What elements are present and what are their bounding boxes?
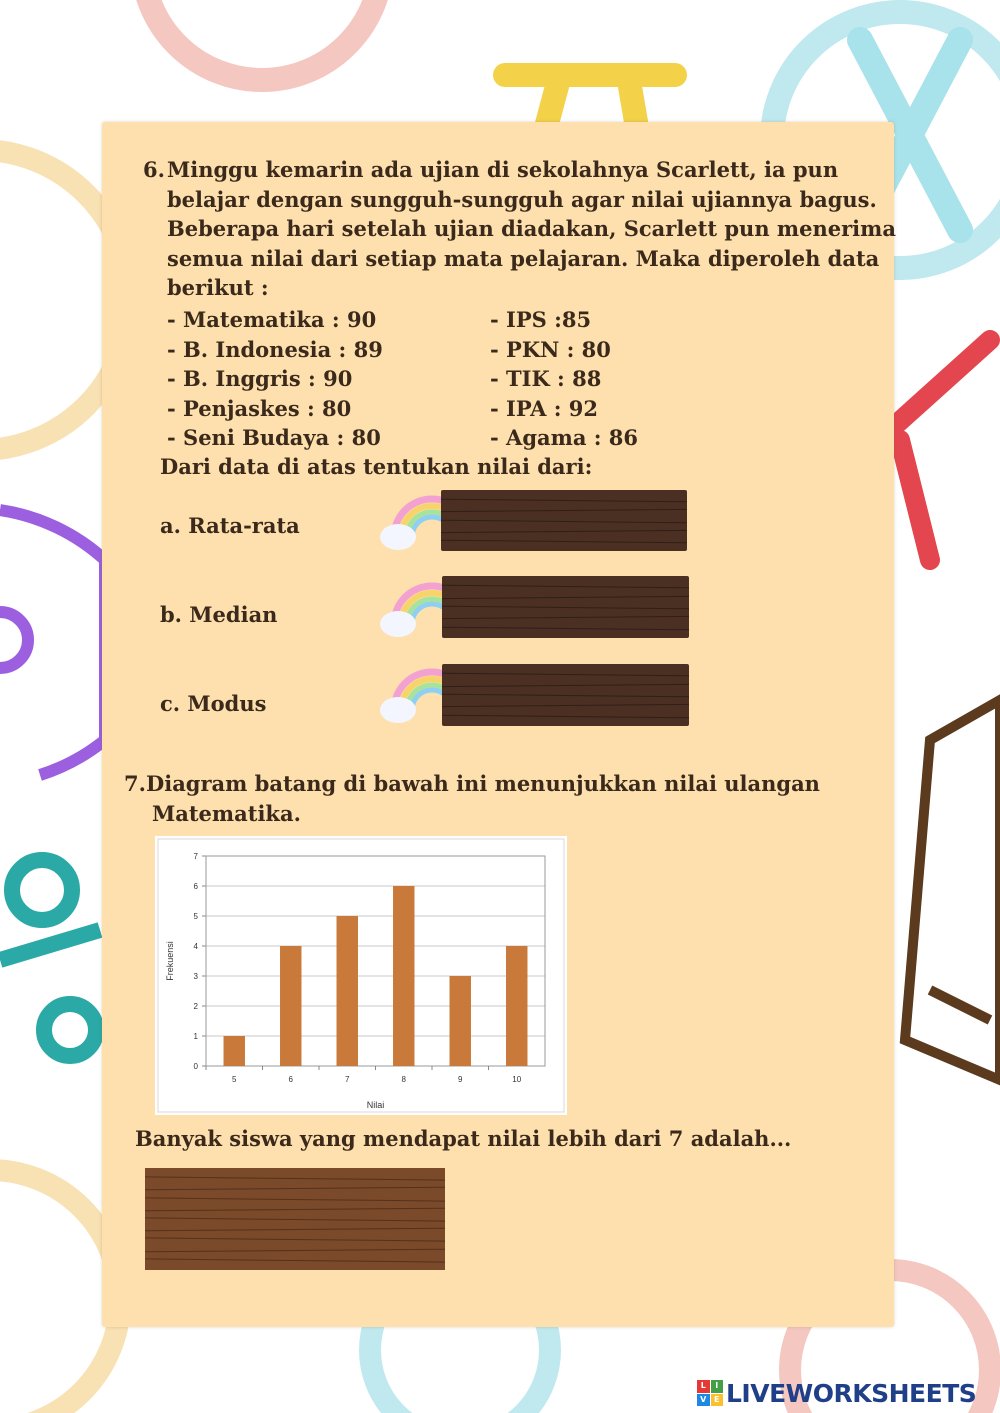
subject-list-left [167,305,383,453]
x-tick-label: 6 [288,1075,293,1084]
divide-icon [890,340,990,560]
wood-grain-line [442,715,689,719]
wood-grain-line [442,596,689,599]
wood-grain-line [145,1237,445,1241]
question-6-line: berikut : [167,275,269,300]
wood-grain-line [145,1187,445,1191]
x-tick-label: 9 [458,1075,463,1084]
background-circle-top [142,0,382,80]
wood-grain-line [442,627,689,631]
subject-score: - IPA : 92 [490,395,599,421]
ruler-icon [905,700,1000,1080]
answer-box-question-7[interactable] [145,1168,445,1270]
wood-grain-line [441,499,687,503]
question-6-number: 6. [143,157,165,182]
question-7-line: Diagram batang di bawah ini menunjukkan nilai ulangan [146,771,820,796]
wood-grain-line [145,1249,445,1253]
logo-mark-letter: E [711,1394,724,1407]
bar [506,946,527,1066]
wood-grain-line [441,520,687,524]
question-6-line: semua nilai dari setiap mata pelajaran. Maka diperoleh data [167,245,880,271]
wood-grain-line [145,1217,445,1221]
x-tick-label: 7 [345,1075,350,1084]
question-6-prompt: Dari data di atas tentukan nilai dari: [160,454,593,479]
x-tick-label: 5 [232,1075,237,1084]
question-6-text [167,155,896,303]
x-axis-label: Nilai [366,1100,385,1110]
y-tick-label: 1 [193,1032,198,1041]
subject-score: - TIK : 88 [490,366,602,391]
y-tick-label: 3 [193,972,198,981]
answer-box-rata-rata[interactable] [441,490,687,551]
percent-icon [0,860,100,1056]
y-axis-label: Frekuensi [165,941,175,981]
protractor-icon [0,510,105,775]
wood-grain-line [442,673,689,677]
question-6-line: belajar dengan sungguh-sungguh agar nilai ujiannya bagus. [167,186,877,212]
subject-score: - Matematika : 90 [167,307,377,332]
y-tick-label: 5 [193,912,198,921]
subject-score: - Seni Budaya : 80 [167,425,381,450]
wood-grain-line [442,694,689,698]
subject-list-right [490,305,638,453]
part-a-label: a. Rata-rata [160,513,300,538]
logo-mark-letter: V [697,1394,710,1407]
question-7-number: 7. [124,771,146,796]
answer-box-modus[interactable] [442,664,689,726]
bar [280,946,301,1066]
wood-grain-line [442,606,689,610]
subject-score: - B. Inggris : 90 [167,366,353,391]
bar [224,1036,245,1066]
liveworksheets-mark-icon [697,1380,723,1406]
liveworksheets-logo [697,1378,976,1408]
subject-score: - Penjaskes : 80 [167,395,352,421]
wood-grain-line [145,1228,445,1232]
wood-grain-line [442,704,689,707]
brand-name: LIVEWORKSHEETS [726,1378,977,1408]
wood-grain-line [442,585,689,589]
part-c-label: c. Modus [160,691,267,716]
wood-grain-line [441,530,687,533]
wood-grain-line [145,1208,445,1212]
question-6-line: Beberapa hari setelah ujian diadakan, Scarlett pun menerima [167,216,896,241]
wood-grain-line [442,684,689,687]
bar [337,916,358,1066]
x-tick-label: 8 [401,1075,406,1084]
y-tick-label: 4 [193,942,198,951]
bar-chart [155,836,567,1115]
wood-grain-line [441,540,687,544]
question-7-line: Matematika. [152,801,301,826]
subject-score: - IPS :85 [490,307,592,332]
y-tick-label: 0 [193,1062,198,1071]
bar [393,886,414,1066]
y-tick-label: 7 [193,852,198,861]
question-7-prompt: Banyak siswa yang mendapat nilai lebih dari 7 adalah... [135,1126,792,1151]
wood-grain-line [145,1258,445,1262]
bar [450,976,471,1066]
wood-grain-line [442,616,689,619]
wood-grain-line [145,1176,445,1180]
subject-score: - B. Indonesia : 89 [167,336,383,362]
subject-score: - PKN : 80 [490,336,611,362]
answer-box-median[interactable] [442,576,689,638]
subject-score: - Agama : 86 [490,425,639,450]
part-b-label: b. Median [160,602,278,627]
wood-grain-line [441,509,687,512]
x-tick-label: 10 [512,1075,522,1084]
logo-mark-letter: L [697,1380,710,1393]
y-tick-label: 6 [193,882,198,891]
logo-mark-letter: I [711,1380,724,1393]
question-6-line: Minggu kemarin ada ujian di sekolahnya Scarlett, ia pun [167,157,839,182]
y-tick-label: 2 [193,1002,198,1011]
wood-grain-line [145,1197,445,1201]
bar-chart-panel [155,836,567,1115]
